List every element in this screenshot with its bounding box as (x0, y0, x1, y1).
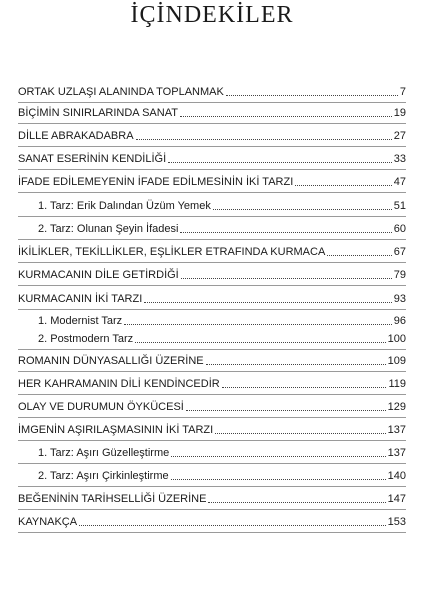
page-title: İÇİNDEKİLER (130, 2, 294, 28)
toc-entry (18, 469, 406, 483)
dot-leader (206, 364, 386, 365)
toc-page-number: 51 (393, 200, 406, 212)
toc-page-number: 100 (387, 333, 406, 345)
dot-leader (124, 324, 392, 325)
toc-page-number: 93 (393, 293, 406, 305)
separator-line (18, 463, 406, 464)
separator-line (18, 349, 406, 350)
toc-page-number: 109 (387, 355, 406, 367)
toc-entry-title: KURMACANIN DİLE GETİRDİĞİ (18, 269, 179, 281)
toc-page-number: 47 (393, 176, 406, 188)
dot-leader (181, 278, 392, 279)
separator-line (18, 417, 406, 418)
separator-line (18, 192, 406, 193)
dot-leader (135, 342, 385, 343)
toc-entry-title: HER KAHRAMANIN DİLİ KENDİNCEDİR (18, 378, 220, 390)
toc-entry-title: 1. Tarz: Erik Dalından Üzüm Yemek (38, 200, 211, 212)
toc-entry-title: SANAT ESERİNİN KENDİLİĞİ (18, 153, 167, 165)
toc-entry (18, 332, 406, 346)
separator-line (18, 394, 406, 395)
dot-leader (171, 456, 385, 457)
toc-page-number: 129 (387, 401, 406, 413)
toc-entry-title: 2. Tarz: Aşırı Çirkinleştirme (38, 470, 169, 482)
toc-entry-title: ORTAK UZLAŞI ALANINDA TOPLANMAK (18, 86, 224, 98)
toc-page-number: 147 (387, 493, 406, 505)
separator-line (18, 371, 406, 372)
toc-entry (18, 446, 406, 460)
toc-entry (18, 314, 406, 328)
toc-entry (18, 515, 406, 529)
dot-leader (215, 433, 385, 434)
toc-entry (18, 377, 406, 391)
separator-line (18, 239, 406, 240)
separator-line (18, 262, 406, 263)
separator-line (18, 509, 406, 510)
toc-entry-title: 2. Postmodern Tarz (38, 333, 134, 345)
toc-entry-title: BEĞENİNİN TARİHSELLİĞİ ÜZERİNE (18, 493, 207, 505)
separator-line (18, 123, 406, 124)
dot-leader (79, 525, 386, 526)
toc-entry-title: DİLLE ABRAKADABRA (18, 130, 134, 142)
toc-entry-title: BİÇİMİN SINIRLARINDA SANAT (18, 107, 178, 119)
toc-entry-title: 1. Modernist Tarz (38, 315, 123, 327)
toc-entry (18, 175, 406, 189)
dot-leader (295, 185, 391, 186)
dot-leader (186, 410, 386, 411)
toc-page-number: 19 (393, 107, 406, 119)
toc-entry-title: İKİLİKLER, TEKİLLİKLER, EŞLİKLER ETRAFINDA KURMACA (18, 246, 326, 258)
dot-leader (226, 95, 398, 96)
separator-line (18, 169, 406, 170)
toc-entry-title: İFADE EDİLEMEYENİN İFADE EDİLMESİNİN İKİ TARZI (18, 176, 294, 188)
toc-page-number: 27 (393, 130, 406, 142)
toc-entry-title: 2. Tarz: Olunan Şeyin İfadesi (38, 223, 179, 235)
toc-page-number: 67 (393, 246, 406, 258)
toc-entry-title: ROMANIN DÜNYASALLIĞI ÜZERİNE (18, 355, 204, 367)
toc-page-number: 137 (387, 424, 406, 436)
toc-entry (18, 199, 406, 213)
separator-line (18, 285, 406, 286)
toc-page-number: 33 (393, 153, 406, 165)
dot-leader (222, 387, 387, 388)
toc-entry (18, 354, 406, 368)
dot-leader (180, 232, 391, 233)
separator-line (18, 532, 406, 533)
toc-entry-title: 1. Tarz: Aşırı Güzelleştirme (38, 447, 170, 459)
separator-line (18, 440, 406, 441)
toc-entry (18, 245, 406, 259)
toc-page-number: 119 (388, 378, 406, 390)
toc-page-number: 153 (387, 516, 406, 528)
separator-line (18, 216, 406, 217)
separator-line (18, 146, 406, 147)
toc-entry (18, 85, 406, 99)
toc-page-number: 137 (387, 447, 406, 459)
toc-entry (18, 106, 406, 120)
toc-entry-title: KAYNAKÇA (18, 516, 78, 528)
toc-entry-title: İMGENİN AŞIRILAŞMASININ İKİ TARZI (18, 424, 214, 436)
toc-entry (18, 400, 406, 414)
dot-leader (136, 139, 392, 140)
toc-entry (18, 492, 406, 506)
toc-entry (18, 292, 406, 306)
separator-line (18, 309, 406, 310)
dot-leader (180, 116, 392, 117)
toc-page-number: 96 (393, 315, 406, 327)
toc-page-number: 60 (393, 223, 406, 235)
separator-line (18, 102, 406, 103)
toc-entry (18, 152, 406, 166)
toc-entry (18, 222, 406, 236)
toc-entry (18, 129, 406, 143)
toc-entry-title: OLAY VE DURUMUN ÖYKÜCESİ (18, 401, 184, 413)
toc-entry (18, 423, 406, 437)
toc-page-number: 7 (399, 86, 406, 98)
toc-page-number: 140 (387, 470, 406, 482)
dot-leader (144, 302, 391, 303)
toc-entry (18, 268, 406, 282)
toc-entry-title: KURMACANIN İKİ TARZI (18, 293, 143, 305)
separator-line (18, 486, 406, 487)
dot-leader (208, 502, 385, 503)
dot-leader (213, 209, 392, 210)
dot-leader (171, 479, 386, 480)
dot-leader (327, 255, 391, 256)
toc-page-number: 79 (393, 269, 406, 281)
dot-leader (168, 162, 392, 163)
